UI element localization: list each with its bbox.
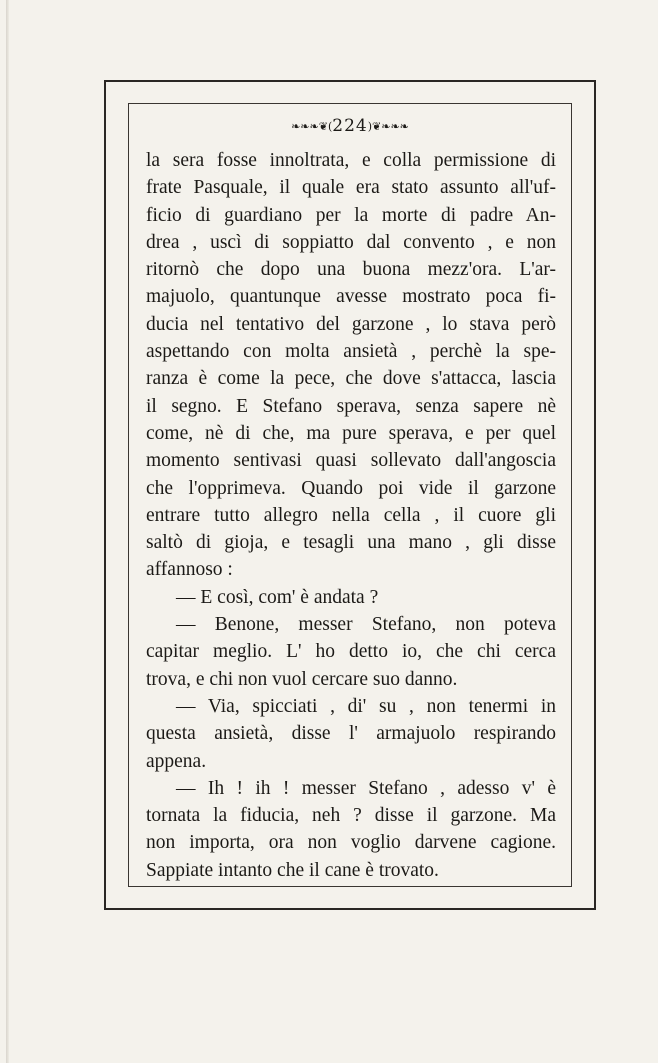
dialogue-line: — E così, com' è andata ? (176, 586, 379, 608)
text-line: ritornò che dopo una buona mezz'ora. L'ar- (146, 259, 556, 281)
text-line: affannoso : (146, 559, 233, 581)
page-binding-edge (6, 0, 9, 1063)
text-line: ficio di guardiano per la morte di padre An- (146, 204, 556, 226)
text-line: trova, e chi non vuol cercare suo danno. (146, 668, 458, 690)
header-ornament-right: )❦❧❧❧ (367, 120, 409, 133)
text-line: tornata la fiducia, neh ? disse il garzone. Ma (146, 805, 556, 827)
text-line: la sera fosse innoltrata, e colla permissione di (146, 150, 556, 171)
text-line: il segno. E Stefano sperava, senza sapere nè (146, 395, 556, 417)
text-line: come, nè di che, ma pure sperava, e per quel (146, 422, 556, 444)
page-number-header (128, 116, 572, 136)
header-ornament-left: ❧❧❧❦( (291, 120, 333, 133)
text-line: Sappiate intanto che il cane è trovato. (146, 859, 439, 881)
text-line: appena. (146, 750, 207, 772)
text-line: entrare tutto allegro nella cella , il cuore gli (146, 504, 556, 526)
text-line: saltò di gioja, e tesagli una mano , gli disse (146, 532, 556, 554)
dialogue-line: — Ih ! ih ! messer Stefano , adesso v' è (176, 777, 556, 799)
text-line: che l'opprimeva. Quando poi vide il garzone (146, 477, 556, 499)
text-line: ranza è come la pece, che dove s'attacca, lascia (146, 368, 556, 390)
text-line: majuolo, quantunque avesse mostrato poca fi- (146, 286, 556, 308)
body-text (146, 147, 556, 884)
text-line: frate Pasquale, il quale era stato assunto all'uf- (146, 177, 556, 199)
text-line: non importa, ora non voglio darvene cagione. (146, 832, 556, 854)
text-line: aspettando con molta ansietà , perchè la spe- (146, 341, 556, 363)
dialogue-line: — Benone, messer Stefano, non poteva (176, 614, 556, 636)
text-line: drea , uscì di soppiatto dal convento , e non (146, 231, 556, 253)
text-line: ducia nel tentativo del garzone , lo stava però (146, 313, 556, 335)
page-number: 224 (332, 116, 368, 136)
text-line: capitar meglio. L' ho detto io, che chi cerca (146, 641, 556, 663)
text-line: momento sentivasi quasi sollevato dall'angoscia (146, 450, 556, 472)
text-line: questa ansietà, disse l' armajuolo respirando (146, 723, 556, 745)
dialogue-line: — Via, spicciati , di' su , non tenermi in (176, 695, 556, 717)
